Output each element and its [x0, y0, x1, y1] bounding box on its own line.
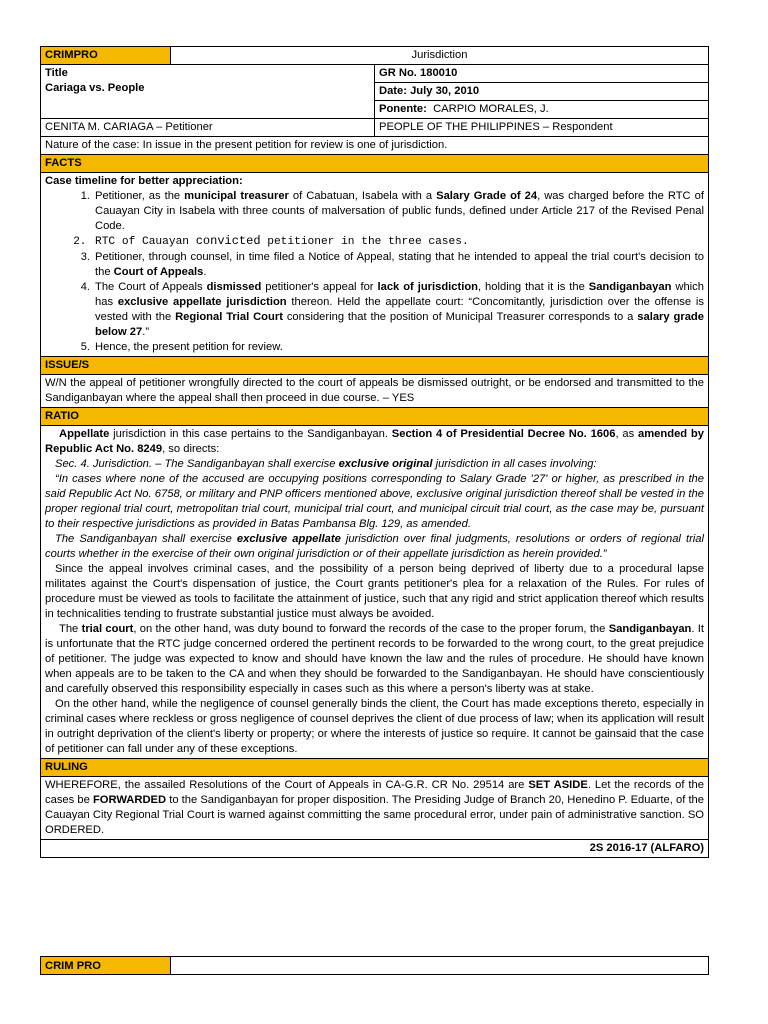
- next-digest-table: [40, 956, 709, 975]
- next-digest-header: [40, 956, 708, 975]
- ratio-paragraph-3: The trial court, on the other hand, was duty bound to forward the records of the case to the proper forum, the Sandiganbayan. It is unfortunate that the RTC judge concerned ordered the pertinent records to be forwarded to the wrong court, to the great prejudice of petitioner. The judge was expected to know and should have known the law and the rules of procedure. He should have known when appeals are to be taken to the CA and when they should be forwarded to the Sandiganbayan. He should have conscientiously and carefully observed this responsibility especially in cases such as this where a person's liberty was at stake.: [45, 623, 705, 695]
- footer-credit: 2S 2016-17 (ALFARO): [41, 840, 709, 858]
- quote-2: The Sandiganbayan shall exercise exclusive appellate jurisdiction over final judgments, resolutions or orders of regional trial courts whether in the exercise of their own original jurisdiction or of their appellate jurisdiction as herein provided.”: [45, 533, 704, 560]
- petitioner: CENITA M. CARIAGA – Petitioner: [41, 119, 375, 137]
- ruling-text: WHEREFORE, the assailed Resolutions of the Court of Appeals in CA-G.R. CR No. 29514 are SET ASIDE. Let the records of the cases be FORWARDED to the Sandiganbayan for proper disposition. The Presiding Judge of Branch 20, Henedino P. Eduarte, of the Cauayan City Regional Trial Court is warned against committing the same procedural error, under pain of administrative sanction. SO ORDERED.: [41, 777, 709, 840]
- fact-item-1: 1. Petitioner, as the municipal treasurer of Cabatuan, Isabela with a Salary Grade of 24, was charged before the RTC of Cauayan City in Isabela with three counts of malversation of public funds, defined under Article 217 of the Revised Penal Code.: [93, 189, 704, 234]
- fact-item-5: 5. Hence, the present petition for review.: [93, 340, 704, 355]
- sec4-text: Sec. 4. Jurisdiction. – The Sandiganbayan shall exercise exclusive original jurisdiction in all cases involving:: [55, 458, 597, 470]
- fact-item-4: 4. The Court of Appeals dismissed petitioner's appeal for lack of jurisdiction, holding that it is the Sandiganbayan which has exclusive appellate jurisdiction thereon. Held the appellate court: “Concomitantly, jurisdiction over the offense is vested with the Regional Trial Court considering that the position of Municipal Treasurer corresponds to a salary grade below 27.”: [93, 280, 704, 340]
- case-title-cell: [41, 65, 375, 119]
- title-label: Title: [45, 67, 68, 79]
- next-topic-cell: [171, 957, 709, 975]
- issue-heading: ISSUE/S: [41, 357, 709, 375]
- ruling-heading: RULING: [41, 759, 709, 777]
- facts-heading: FACTS: [41, 155, 709, 173]
- ponente-label: Ponente:: [379, 103, 427, 115]
- quote-1: “In cases where none of the accused are occupying positions corresponding to Salary Grade '27' or higher, as prescribed in the said Republic Act No. 6758, or military and PNP officers mentioned above, exclusive original jurisdiction thereof shall be vested in the proper regional trial court, metropolitan trial court, municipal trial court, and municipal circuit trial court, as the case may be, pursuant to their respective jurisdictions as provided in Batas Pambansa Blg. 129, as amended.: [45, 473, 704, 530]
- nature-of-case: Nature of the case: In issue in the present petition for review is one of jurisdiction.: [41, 137, 709, 155]
- fact-item-3: 3. Petitioner, through counsel, in time filed a Notice of Appeal, stating that he intended to appeal the trial court's decision to the Court of Appeals.: [93, 250, 704, 280]
- topic-label: Jurisdiction: [171, 47, 709, 65]
- facts-list: [45, 189, 704, 355]
- case-digest: [40, 46, 708, 858]
- timeline-label: Case timeline for better appreciation:: [45, 175, 243, 187]
- ratio-paragraph-1: Appellate jurisdiction in this case pertains to the Sandiganbayan. Section 4 of Presidential Decree No. 1606, as amended by Republic Act No. 8249, so directs:: [45, 428, 704, 455]
- decision-date: Date: July 30, 2010: [375, 83, 709, 101]
- ratio-paragraph-2: Since the appeal involves criminal cases, and the possibility of a person being deprived of liberty due to a procedural lapse militates against the Court's dispensation of justice, the Court grants petitioner's plea for a relaxation of the Rules. For rules of procedure must be viewed as tools to facilitate the attainment of justice, such that any rigid and strict application thereof which results in technicalities tending to frustrate substantial justice must always be avoided.: [45, 563, 704, 620]
- case-digest-table: [40, 46, 709, 858]
- ponente-name: CARPIO MORALES, J.: [433, 103, 549, 115]
- ratio-heading: RATIO: [41, 408, 709, 426]
- next-subject-label: CRIM PRO: [41, 957, 171, 975]
- subject-label: CRIMPRO: [41, 47, 171, 65]
- fact-item-2: 2. RTC of Cauayan convicted petitioner in the three cases.: [93, 234, 704, 250]
- issue-text: W/N the appeal of petitioner wrongfully directed to the court of appeals be dismissed outright, or be endorsed and transmitted to the Sandiganbayan where the appeal shall then proceed in due course. – YES: [41, 375, 709, 408]
- ratio-body: [41, 426, 709, 759]
- gr-number: GR No. 180010: [375, 65, 709, 83]
- case-title: Cariaga vs. People: [45, 82, 145, 94]
- facts-body: [41, 173, 709, 357]
- respondent: PEOPLE OF THE PHILIPPINES – Respondent: [375, 119, 709, 137]
- ponente-cell: [375, 101, 709, 119]
- ratio-paragraph-4: On the other hand, while the negligence of counsel generally binds the client, the Court has made exceptions thereto, especially in criminal cases where reckless or gross negligence of counsel deprives the client of due process of law; when its application will result in outright deprivation of the client's liberty or property; or where the interests of justice so require. It cannot be gainsaid that the case of petitioner can fall under any of these exceptions.: [45, 698, 704, 755]
